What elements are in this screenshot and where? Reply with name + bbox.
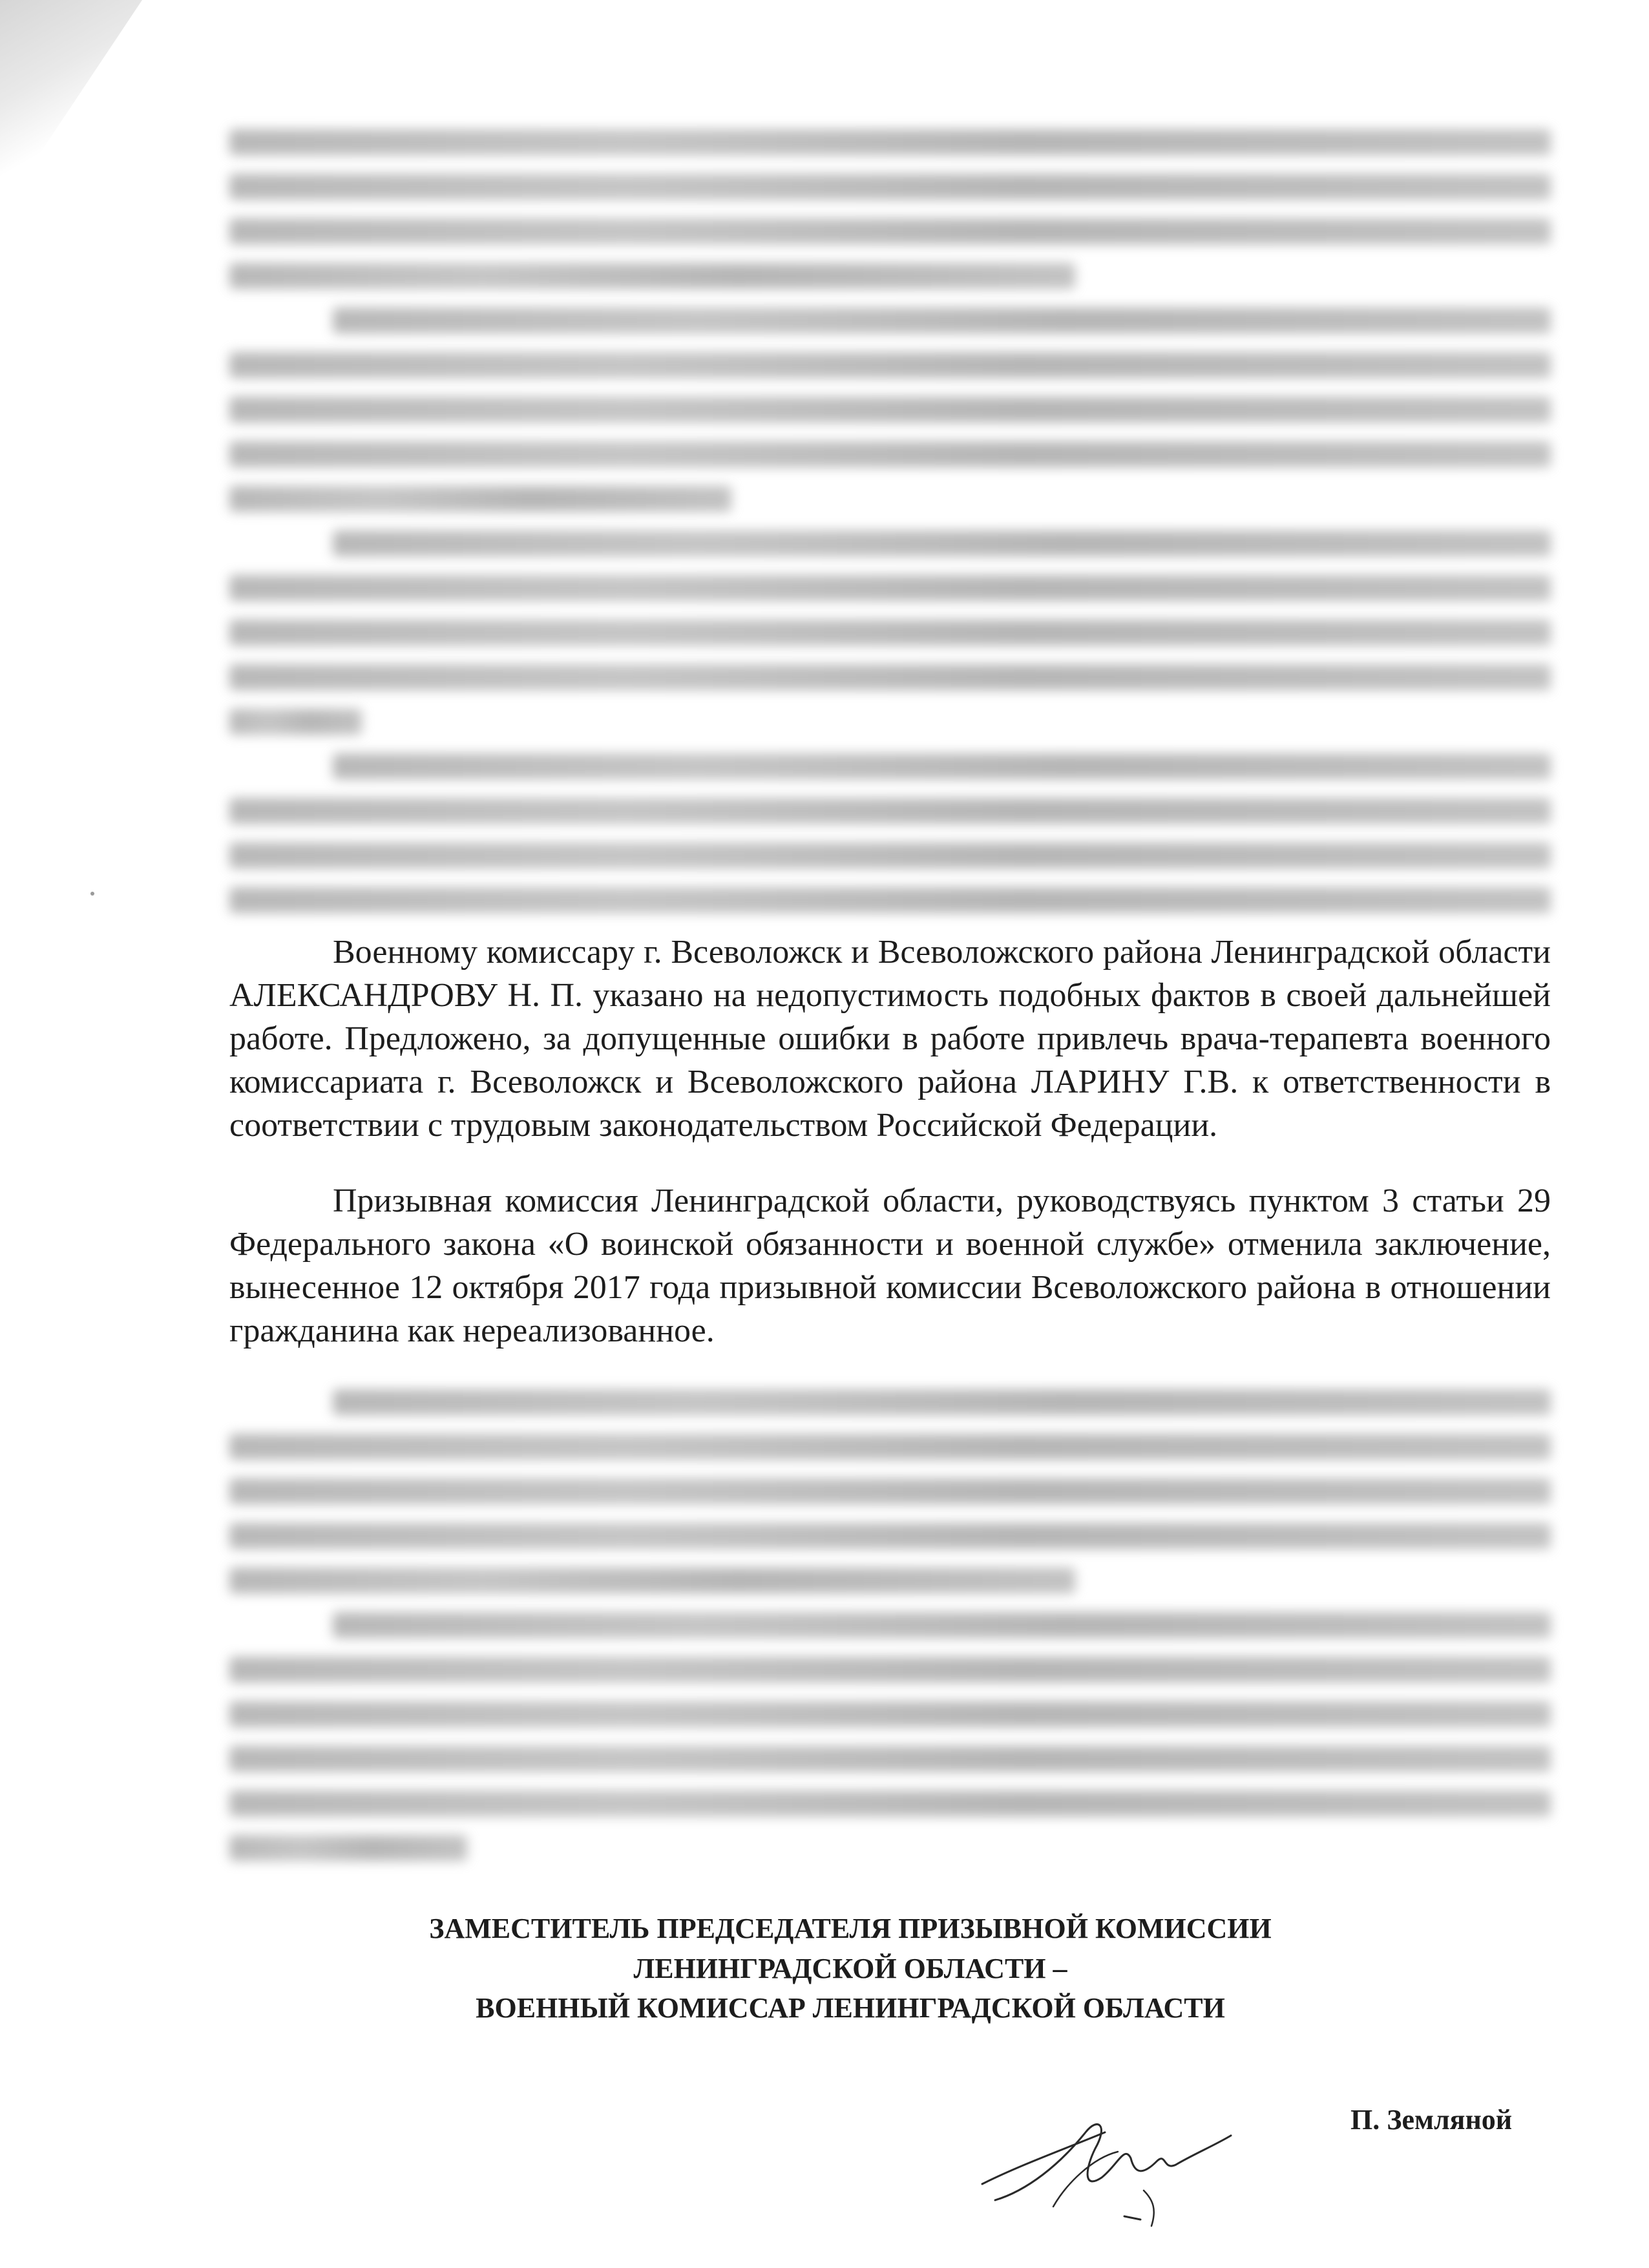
- signatory-name: П. Земляной: [1350, 2104, 1513, 2136]
- signatory-title-line2: ЛЕНИНГРАДСКОЙ ОБЛАСТИ –: [633, 1953, 1067, 1984]
- commissar-paragraph: Военному комиссару г. Всеволожск и Всеволожского района Ленинградской области АЛЕКСАНДРОВУ Н. П. указано на недопустимость подобных фактов в своей дальнейшей работе. Предложено, за допущенные ошибки в работе привлечь врача-терапевта военного комиссариата г. Всеволожск и Всеволожского района ЛАРИНУ Г.В. к ответственности в соответствии с трудовым законодательством Российской Федерации.: [229, 934, 1551, 1144]
- signatory-title-line3: ВОЕННЫЙ КОМИССАР ЛЕНИНГРАДСКОЙ ОБЛАСТИ: [476, 1992, 1225, 2024]
- handwritten-signature: [969, 2087, 1254, 2236]
- scan-speck: [90, 892, 94, 896]
- folded-corner: [0, 0, 142, 213]
- commission-paragraph: [229, 1179, 1551, 1356]
- blurred-paragraph: [229, 129, 1551, 932]
- signatory-title-line1: ЗАМЕСТИТЕЛЬ ПРЕДСЕДАТЕЛЯ ПРИЗЫВНОЙ КОМИССИИ: [429, 1913, 1272, 1944]
- commission-paragraph-end: как нереализованное.: [407, 1312, 715, 1349]
- blurred-paragraph: [229, 1389, 1551, 1880]
- commission-paragraph-start: Призывная комиссия Ленинградской области, руководствуясь пунктом 3 статьи 29 Федерального закона «О воинской обязанности и военной службе» отменила заключение, вынесенное 12 октября 2017 года призывной комиссии Всеволожского района в отношении гражданина: [229, 1182, 1551, 1349]
